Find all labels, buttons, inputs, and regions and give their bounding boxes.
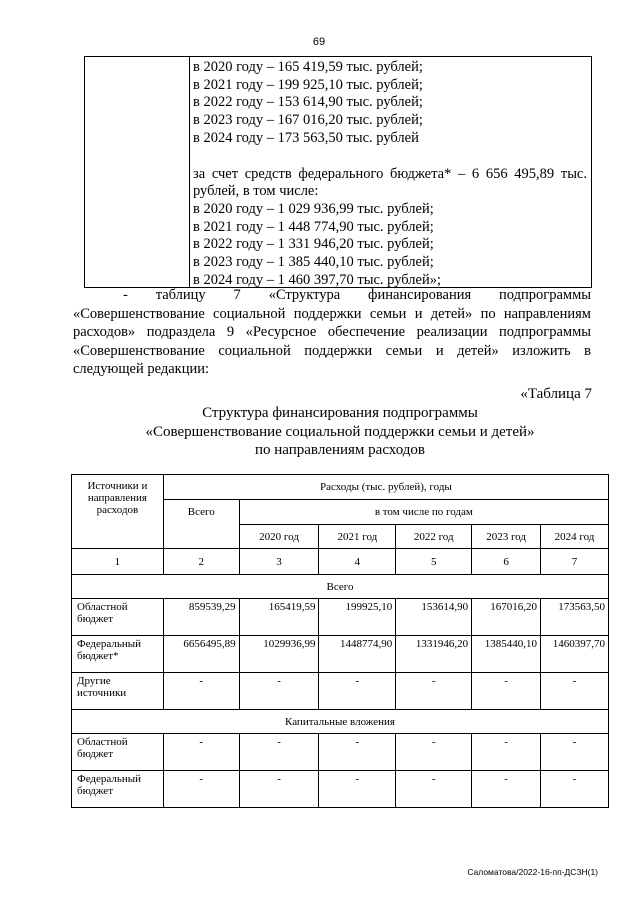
column-number: 3 bbox=[239, 549, 319, 575]
cell-value: 165419,59 bbox=[239, 599, 319, 636]
cell-value: - bbox=[319, 734, 396, 771]
header-year: 2022 год bbox=[396, 525, 472, 549]
cell-value: 1448774,90 bbox=[319, 636, 396, 673]
document-footer: Саломатова/2022-16-пп-ДСЗН(1) bbox=[467, 867, 598, 877]
federal-year-line: в 2020 году – 1 029 936,99 тыс. рублей; bbox=[193, 200, 434, 217]
header-expenses: Расходы (тыс. рублей), годы bbox=[163, 475, 608, 500]
cell-value: 1460397,70 bbox=[541, 636, 609, 673]
regional-year-line: в 2023 году – 167 016,20 тыс. рублей; bbox=[193, 112, 423, 129]
regional-year-line: в 2022 году – 153 614,90 тыс. рублей; bbox=[193, 94, 423, 111]
paragraph-line: «Совершенствование социальной поддержки семьи и детей» по направлениям bbox=[73, 305, 591, 322]
cell-value: - bbox=[396, 734, 472, 771]
cell-value: 199925,10 bbox=[319, 599, 396, 636]
cell-value: 1029936,99 bbox=[239, 636, 319, 673]
federal-year-line: в 2022 году – 1 331 946,20 тыс. рублей; bbox=[193, 236, 434, 253]
cell-value: 153614,90 bbox=[396, 599, 472, 636]
regional-year-line: в 2020 году – 165 419,59 тыс. рублей; bbox=[193, 59, 423, 75]
column-number: 6 bbox=[472, 549, 541, 575]
cell-value: - bbox=[541, 771, 609, 808]
regional-year-line: в 2021 году – 199 925,10 тыс. рублей; bbox=[193, 76, 423, 93]
section-total: Всего bbox=[72, 575, 609, 599]
section-capital: Капитальные вложения bbox=[72, 710, 609, 734]
table-caption bbox=[60, 404, 620, 460]
page-number: 69 bbox=[312, 36, 326, 48]
paragraph-line: - таблицу 7 «Структура финансирования подпрограммы bbox=[123, 287, 591, 303]
header-year: 2023 год bbox=[472, 525, 541, 549]
cell-value: - bbox=[541, 673, 609, 710]
cell-value: - bbox=[319, 673, 396, 710]
federal-year-line: в 2023 году – 1 385 440,10 тыс. рублей; bbox=[193, 254, 434, 271]
cell-value: - bbox=[472, 771, 541, 808]
cell-value: 859539,29 bbox=[163, 599, 239, 636]
header-year: 2020 год bbox=[239, 525, 319, 549]
cell-value: - bbox=[541, 734, 609, 771]
cell-value: - bbox=[239, 734, 319, 771]
column-number: 5 bbox=[396, 549, 472, 575]
cell-value: - bbox=[472, 734, 541, 771]
header-total: Всего bbox=[163, 500, 239, 549]
regional-year-line: в 2024 году – 173 563,50 тыс. рублей bbox=[193, 129, 419, 146]
federal-year-line: в 2024 году – 1 460 397,70 тыс. рублей»; bbox=[193, 271, 442, 288]
federal-year-line: в 2021 году – 1 448 774,90 тыс. рублей; bbox=[193, 218, 434, 235]
continuation-cell bbox=[193, 59, 587, 289]
cell-value: - bbox=[163, 673, 239, 710]
cell-value: - bbox=[163, 771, 239, 808]
amendment-paragraph bbox=[73, 286, 591, 379]
caption-line: Структура финансирования подпрограммы bbox=[202, 405, 478, 421]
row-source: Другие источники bbox=[72, 673, 164, 710]
cell-value: - bbox=[319, 771, 396, 808]
paragraph-line: расходов» подраздела 9 «Ресурсное обеспечение реализации подпрограммы bbox=[73, 324, 591, 340]
caption-line: по направлениям расходов bbox=[254, 442, 425, 458]
table-label: «Таблица 7 bbox=[520, 386, 592, 402]
header-by-years: в том числе по годам bbox=[239, 500, 608, 525]
table-row bbox=[72, 599, 609, 636]
table-row bbox=[72, 673, 609, 710]
row-source: Федеральный бюджет bbox=[72, 771, 164, 808]
table-row bbox=[72, 771, 609, 808]
cell-value: 173563,50 bbox=[541, 599, 609, 636]
cell-value: - bbox=[396, 771, 472, 808]
continuation-table bbox=[84, 56, 592, 288]
financing-table bbox=[71, 474, 609, 808]
header-sources: Источники и направления расходов bbox=[72, 475, 164, 549]
row-source: Федеральный бюджет* bbox=[72, 636, 164, 673]
header-year: 2024 год bbox=[541, 525, 609, 549]
paragraph-line: «Совершенствование социальной поддержки семьи и детей» изложить в bbox=[73, 342, 591, 359]
cell-value: - bbox=[396, 673, 472, 710]
cell-value: - bbox=[239, 771, 319, 808]
cell-value: - bbox=[163, 734, 239, 771]
cell-value: 1385440,10 bbox=[472, 636, 541, 673]
column-number: 4 bbox=[319, 549, 396, 575]
table-row bbox=[72, 734, 609, 771]
federal-budget-line-cont: рублей, в том числе: bbox=[193, 183, 319, 200]
column-number: 1 bbox=[72, 549, 164, 575]
cell-value: 1331946,20 bbox=[396, 636, 472, 673]
cell-value: - bbox=[239, 673, 319, 710]
cell-value: 6656495,89 bbox=[163, 636, 239, 673]
column-number: 2 bbox=[163, 549, 239, 575]
paragraph-line: следующей редакции: bbox=[73, 361, 210, 377]
cell-value: 167016,20 bbox=[472, 599, 541, 636]
row-source: Областной бюджет bbox=[72, 599, 164, 636]
caption-line: «Совершенствование социальной поддержки семьи и детей» bbox=[145, 423, 535, 440]
federal-budget-line: за счет средств федерального бюджета* – 6 656 495,89 тыс. bbox=[193, 165, 587, 182]
row-source: Областной бюджет bbox=[72, 734, 164, 771]
header-year: 2021 год bbox=[319, 525, 396, 549]
cell-value: - bbox=[472, 673, 541, 710]
table-row bbox=[72, 636, 609, 673]
column-number: 7 bbox=[541, 549, 609, 575]
table-divider bbox=[189, 57, 190, 287]
